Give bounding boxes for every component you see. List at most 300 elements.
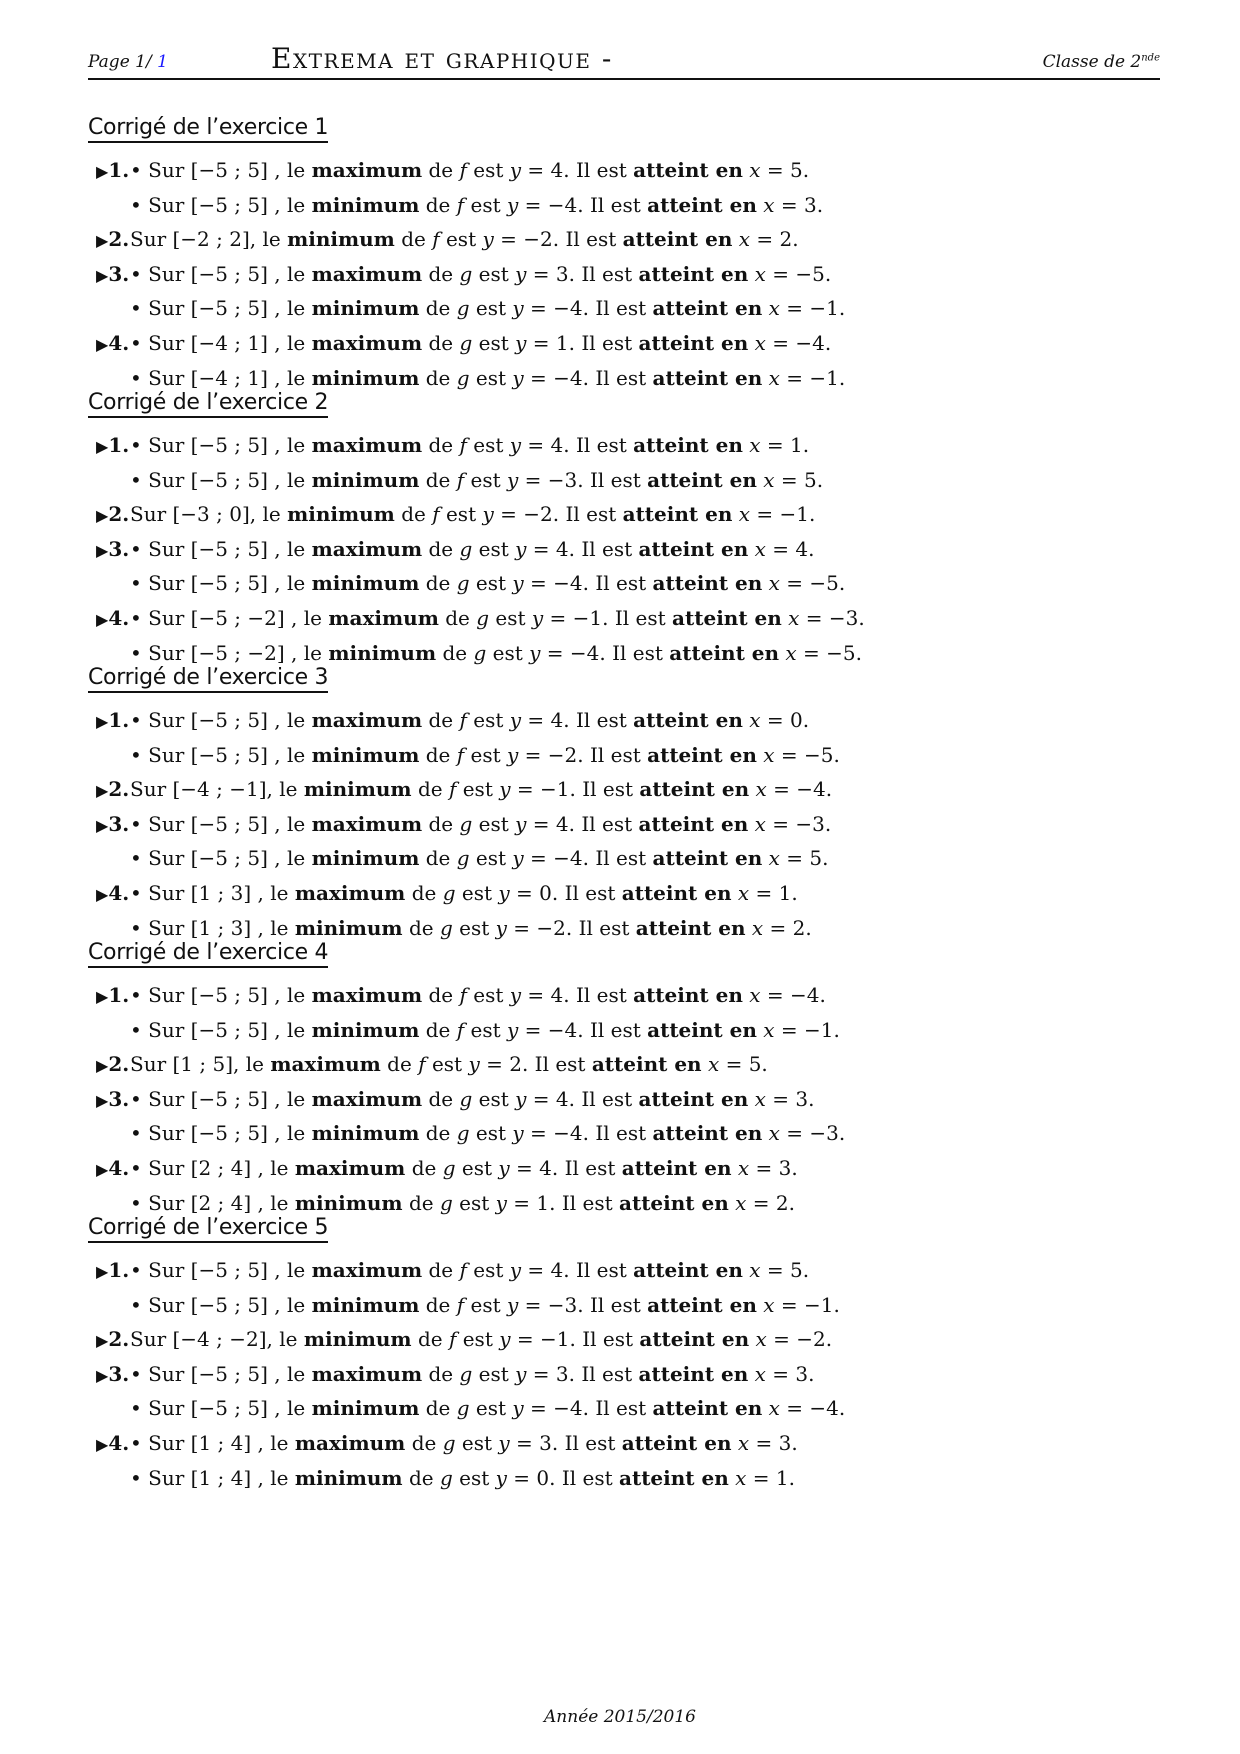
atteint-en: atteint en <box>633 708 743 732</box>
x-value: = −1. <box>774 1017 840 1042</box>
question-number <box>96 153 129 190</box>
extremum-kind: maximum <box>311 433 423 457</box>
answer-text <box>130 497 815 532</box>
y-value: = 2. Il est <box>479 1052 592 1077</box>
answer-line <box>88 1013 1148 1048</box>
extremum-kind: minimum <box>311 1121 420 1146</box>
page-header <box>88 40 1160 80</box>
atteint-en: atteint en <box>633 158 743 182</box>
question-label: 2. <box>108 1052 130 1077</box>
answer-text <box>130 1013 840 1048</box>
answer-text <box>130 978 826 1013</box>
exercise-section <box>88 390 1148 670</box>
var-y: y <box>499 777 511 802</box>
exercise-section <box>88 665 1148 945</box>
text-est: est <box>469 846 513 871</box>
var-y: y <box>509 1258 522 1282</box>
triangle-icon: ▶ <box>96 437 109 456</box>
extremum-kind: minimum <box>311 296 420 321</box>
question-label: 3. <box>108 1086 130 1111</box>
y-value: = −4. Il est <box>523 571 653 596</box>
text-est: est <box>464 467 507 492</box>
extremum-kind: maximum <box>311 708 423 732</box>
extremum-kind: maximum <box>294 1430 406 1455</box>
bullet-icon: • <box>130 1258 149 1282</box>
bullet-icon: • <box>130 1190 149 1215</box>
var-x: x <box>707 1052 720 1077</box>
triangle-icon: ▶ <box>96 1090 109 1110</box>
bullet-icon: • <box>130 330 149 355</box>
bullet-icon: • <box>130 1396 149 1421</box>
answer-text <box>130 1391 845 1426</box>
interval-text: Sur [−5 ; 5] , le <box>148 846 312 871</box>
interval-text: Sur [−5 ; 5] , le <box>148 1361 312 1386</box>
atteint-en: atteint en <box>652 1396 763 1421</box>
var-x: x <box>749 983 761 1007</box>
function-name: g <box>442 1430 456 1455</box>
var-x: x <box>738 227 751 252</box>
atteint-en: atteint en <box>647 1292 757 1317</box>
atteint-en: atteint en <box>635 915 746 940</box>
x-value: = 3. <box>774 192 824 217</box>
text-de: de <box>402 915 440 940</box>
x-value: = −2. <box>766 1327 833 1352</box>
answer-line <box>88 1391 1148 1426</box>
var-x: x <box>763 192 775 217</box>
var-y: y <box>495 1190 507 1215</box>
function-name: f <box>456 1292 465 1317</box>
answer-text <box>130 1116 845 1151</box>
var-x: x <box>754 330 766 355</box>
question-number <box>96 1357 129 1394</box>
extremum-kind: maximum <box>311 158 423 182</box>
atteint-en: atteint en <box>638 261 749 286</box>
answer-text <box>130 1288 840 1323</box>
x-value: = −4. <box>760 983 826 1007</box>
question-number <box>96 601 129 638</box>
function-name: g <box>442 1155 456 1180</box>
answer-text <box>130 428 809 463</box>
answer-text <box>130 1461 795 1496</box>
var-x: x <box>754 1086 766 1111</box>
triangle-icon: ▶ <box>96 987 109 1006</box>
interval-text: Sur [−5 ; 5] , le <box>148 742 312 767</box>
extremum-kind: minimum <box>311 365 420 390</box>
interval-text: Sur [−3 ; 0], le <box>130 502 288 527</box>
text-de: de <box>419 296 457 321</box>
x-value: = 1. <box>760 433 810 457</box>
text-de: de <box>394 502 433 527</box>
text-est: est <box>439 502 483 527</box>
bullet-icon: • <box>130 915 149 940</box>
text-est: est <box>464 742 507 767</box>
extremum-kind: maximum <box>311 811 423 836</box>
y-value: = −4. Il est <box>523 1121 653 1146</box>
answer-line <box>88 703 1148 738</box>
var-y: y <box>515 536 527 561</box>
atteint-en: atteint en <box>633 983 743 1007</box>
function-name: f <box>456 1017 465 1042</box>
y-value: = −2. Il est <box>493 227 623 252</box>
answer-line <box>88 807 1148 842</box>
interval-text: Sur [−5 ; 5] , le <box>148 1121 312 1146</box>
question-number <box>96 1322 129 1359</box>
interval-text: Sur [1 ; 3] , le <box>148 915 295 940</box>
var-y: y <box>515 330 527 355</box>
function-name: g <box>456 296 470 321</box>
y-value: = 1. Il est <box>526 330 639 355</box>
extremum-kind: minimum <box>294 1190 403 1215</box>
interval-text: Sur [2 ; 4] , le <box>148 1155 295 1180</box>
text-de: de <box>422 1086 460 1111</box>
var-x: x <box>768 296 780 321</box>
section-title: Corrigé de l’exercice 2 <box>88 390 328 418</box>
text-est: est <box>469 1396 513 1421</box>
answer-line <box>88 257 1148 292</box>
answer-text <box>130 257 831 292</box>
question-label: 3. <box>108 536 130 561</box>
function-name: f <box>459 158 467 182</box>
bullet-icon: • <box>130 536 149 561</box>
var-y: y <box>506 467 519 492</box>
answer-line <box>88 1357 1148 1392</box>
atteint-en: atteint en <box>633 1258 743 1282</box>
question-number <box>96 703 129 740</box>
interval-text: Sur [−5 ; 5] , le <box>148 571 312 596</box>
text-de: de <box>419 1396 457 1421</box>
bullet-icon: • <box>130 1017 149 1042</box>
bullet-icon: • <box>130 261 149 286</box>
var-x: x <box>754 811 766 836</box>
var-x: x <box>768 1121 780 1146</box>
y-value: = 4. Il est <box>526 536 639 561</box>
question-label: 1. <box>108 433 130 457</box>
section-title: Corrigé de l’exercice 5 <box>88 1215 328 1243</box>
x-value: = −4. <box>765 330 832 355</box>
x-value: = −1. <box>750 502 816 527</box>
answer-line <box>88 532 1148 567</box>
y-value: = −4. Il est <box>523 296 653 321</box>
text-de: de <box>402 1465 440 1490</box>
answer-text <box>130 841 829 876</box>
function-name: f <box>432 227 440 252</box>
question-number <box>96 222 129 259</box>
atteint-en: atteint en <box>669 640 780 665</box>
answer-text <box>130 807 831 842</box>
page-total-link[interactable]: 1 <box>157 52 168 72</box>
question-label: 1. <box>108 708 130 732</box>
bullet-icon: • <box>130 708 149 732</box>
y-value: = 3. Il est <box>526 261 639 286</box>
text-est: est <box>469 1121 513 1146</box>
answer-text <box>130 1426 798 1461</box>
question-number <box>96 1082 129 1119</box>
x-value: = 3. <box>765 1361 815 1386</box>
y-value: = 0. Il est <box>509 880 622 905</box>
var-y: y <box>499 1327 511 1352</box>
atteint-en: atteint en <box>652 296 763 321</box>
function-name: g <box>439 1465 453 1490</box>
question-label: 1. <box>108 983 130 1007</box>
extremum-kind: minimum <box>294 1465 403 1490</box>
triangle-icon: ▶ <box>96 162 109 181</box>
exercise-section <box>88 1215 1148 1495</box>
text-est: est <box>466 983 510 1007</box>
question-number <box>96 326 129 363</box>
answer-line <box>88 1253 1148 1288</box>
text-est: est <box>469 571 513 596</box>
text-de: de <box>422 158 460 182</box>
interval-text: Sur [2 ; 4] , le <box>148 1190 295 1215</box>
extremum-kind: minimum <box>303 1327 412 1352</box>
x-value: = −5. <box>796 640 862 665</box>
answer-text <box>130 601 865 636</box>
extremum-kind: minimum <box>311 742 420 767</box>
function-name: f <box>459 1258 467 1282</box>
question-label: 2. <box>108 227 130 252</box>
function-name: f <box>459 708 467 732</box>
interval-text: Sur [−5 ; 5] , le <box>148 1396 312 1421</box>
answer-line <box>88 876 1148 911</box>
text-est: est <box>452 1465 496 1490</box>
x-value: = −3. <box>765 811 832 836</box>
var-x: x <box>768 571 780 596</box>
interval-text: Sur [−5 ; 5] , le <box>148 1258 312 1282</box>
triangle-icon: ▶ <box>96 334 109 354</box>
extremum-kind: minimum <box>328 640 437 665</box>
y-value: = 4. Il est <box>526 1086 639 1111</box>
function-name: g <box>456 846 470 871</box>
atteint-en: atteint en <box>647 1017 757 1042</box>
bullet-icon: • <box>130 158 149 182</box>
y-value: = −2. Il est <box>506 915 636 940</box>
extremum-kind: minimum <box>311 846 420 871</box>
text-est: est <box>456 1327 500 1352</box>
var-y: y <box>509 158 522 182</box>
text-de: de <box>422 1361 460 1386</box>
question-label: 4. <box>108 330 130 355</box>
extremum-kind: maximum <box>311 983 423 1007</box>
exercise-section <box>88 940 1148 1220</box>
class-text: Classe de 2 <box>1042 52 1142 72</box>
var-x: x <box>737 1155 750 1180</box>
atteint-en: atteint en <box>652 365 763 390</box>
question-number <box>96 978 129 1015</box>
function-name: f <box>418 1052 426 1077</box>
answer-text <box>130 532 814 567</box>
var-y: y <box>512 365 524 390</box>
triangle-icon: ▶ <box>96 609 109 629</box>
text-est: est <box>486 640 530 665</box>
answer-line <box>88 841 1148 876</box>
interval-text: Sur [−5 ; 5] , le <box>148 296 312 321</box>
answer-text <box>130 326 831 361</box>
answer-line <box>88 1116 1148 1151</box>
x-value: = 0. <box>760 708 810 732</box>
atteint-en: atteint en <box>619 1465 729 1490</box>
answer-text <box>130 188 823 223</box>
x-value: = 3. <box>765 1086 815 1111</box>
text-de: de <box>419 1121 457 1146</box>
x-value: = −1. <box>779 365 846 390</box>
atteint-en: atteint en <box>591 1052 702 1077</box>
function-name: g <box>459 1361 473 1386</box>
answer-line <box>88 1288 1148 1323</box>
exercise-section <box>88 115 1148 395</box>
question-number <box>96 772 129 809</box>
extremum-kind: minimum <box>311 1017 420 1042</box>
triangle-icon: ▶ <box>96 781 109 801</box>
bullet-icon: • <box>130 811 149 836</box>
bullet-icon: • <box>130 1121 149 1146</box>
answer-text <box>130 1322 832 1357</box>
text-de: de <box>436 640 474 665</box>
question-label: 1. <box>108 1258 130 1282</box>
text-est: est <box>472 330 516 355</box>
triangle-icon: ▶ <box>96 506 109 526</box>
text-de: de <box>405 880 443 905</box>
question-label: 2. <box>108 777 130 802</box>
extremum-kind: maximum <box>311 1258 423 1282</box>
interval-text: Sur [1 ; 3] , le <box>148 880 295 905</box>
text-est: est <box>452 915 496 940</box>
question-label: 3. <box>108 261 130 286</box>
x-value: = −3. <box>779 1121 846 1146</box>
answer-line <box>88 463 1148 498</box>
page-footer: Année 2015/2016 <box>544 1707 696 1727</box>
section-title: Corrigé de l’exercice 3 <box>88 665 328 693</box>
var-x: x <box>749 433 761 457</box>
x-value: = 2. <box>746 1190 795 1215</box>
question-number <box>96 807 129 844</box>
extremum-kind: maximum <box>270 1052 381 1077</box>
atteint-en: atteint en <box>638 536 749 561</box>
x-value: = 2. <box>750 227 799 252</box>
atteint-en: atteint en <box>622 502 733 527</box>
atteint-en: atteint en <box>638 811 749 836</box>
answer-line <box>88 222 1148 257</box>
question-label: 4. <box>108 1430 130 1455</box>
text-de: de <box>419 365 457 390</box>
text-est: est <box>464 1292 507 1317</box>
interval-text: Sur [−5 ; 5] , le <box>148 536 312 561</box>
bullet-icon: • <box>130 467 149 492</box>
text-est: est <box>455 880 499 905</box>
question-number <box>96 532 129 569</box>
answer-line <box>88 291 1148 326</box>
answer-text <box>130 703 809 738</box>
y-value: = −4. Il est <box>518 1017 648 1042</box>
var-y: y <box>498 1155 510 1180</box>
function-name: g <box>439 1190 453 1215</box>
y-value: = −1. Il est <box>510 777 640 802</box>
answer-line <box>88 601 1148 636</box>
answer-text <box>130 876 798 911</box>
interval-text: Sur [−5 ; −2] , le <box>148 640 329 665</box>
extremum-kind: maximum <box>311 1086 423 1111</box>
var-y: y <box>498 880 510 905</box>
extremum-kind: minimum <box>311 571 420 596</box>
text-est: est <box>472 261 516 286</box>
function-name: f <box>456 467 465 492</box>
y-value: = 4. Il est <box>521 158 634 182</box>
var-x: x <box>738 502 751 527</box>
text-de: de <box>419 571 457 596</box>
interval-text: Sur [−5 ; 5] , le <box>148 433 312 457</box>
section-title: Corrigé de l’exercice 4 <box>88 940 328 968</box>
text-de: de <box>411 1327 449 1352</box>
bullet-icon: • <box>130 1430 149 1455</box>
atteint-en: atteint en <box>652 1121 763 1146</box>
bullet-icon: • <box>130 742 149 767</box>
y-value: = 4. Il est <box>521 433 634 457</box>
var-x: x <box>749 1258 761 1282</box>
y-value: = 4. Il est <box>521 708 634 732</box>
function-name: f <box>448 777 457 802</box>
atteint-en: atteint en <box>638 330 749 355</box>
var-y: y <box>529 640 541 665</box>
function-name: g <box>442 880 456 905</box>
interval-text: Sur [−5 ; 5] , le <box>148 811 312 836</box>
answer-text <box>130 463 823 498</box>
x-value: = 3. <box>749 1155 798 1180</box>
interval-text: Sur [−4 ; −2], le <box>130 1327 304 1352</box>
extremum-kind: maximum <box>311 1361 423 1386</box>
question-number <box>96 876 129 913</box>
var-y: y <box>515 261 527 286</box>
var-y: y <box>509 708 522 732</box>
text-de: de <box>422 1258 460 1282</box>
y-value: = −4. Il est <box>518 192 648 217</box>
answer-line <box>88 1322 1148 1357</box>
answer-line <box>88 153 1148 188</box>
interval-text: Sur [1 ; 5], le <box>130 1052 271 1077</box>
triangle-icon: ▶ <box>96 1262 109 1281</box>
text-est: est <box>464 1017 507 1042</box>
function-name: g <box>459 261 473 286</box>
y-value: = −2. Il est <box>493 502 623 527</box>
text-est: est <box>455 1155 499 1180</box>
text-de: de <box>419 1292 457 1317</box>
function-name: g <box>459 536 473 561</box>
x-value: = 1. <box>746 1465 795 1490</box>
bullet-icon: • <box>130 640 149 665</box>
question-number <box>96 1253 129 1290</box>
class-superscript: nde <box>1141 52 1160 64</box>
text-de: de <box>419 846 457 871</box>
extremum-kind: minimum <box>294 915 403 940</box>
answer-line <box>88 188 1148 223</box>
var-x: x <box>751 915 764 940</box>
bullet-icon: • <box>130 296 149 321</box>
y-value: = −1. Il est <box>510 1327 640 1352</box>
function-name: f <box>456 742 465 767</box>
text-est: est <box>466 158 510 182</box>
x-value: = 5. <box>774 467 824 492</box>
question-label: 1. <box>108 158 130 182</box>
var-y: y <box>512 1121 524 1146</box>
var-x: x <box>755 777 767 802</box>
function-name: f <box>459 433 467 457</box>
atteint-en: atteint en <box>647 467 757 492</box>
var-x: x <box>763 467 775 492</box>
var-x: x <box>768 846 780 871</box>
var-x: x <box>749 158 761 182</box>
y-value: = 3. Il est <box>509 1430 622 1455</box>
text-de: de <box>422 433 460 457</box>
x-value: = 5. <box>779 846 829 871</box>
text-est: est <box>472 1086 516 1111</box>
